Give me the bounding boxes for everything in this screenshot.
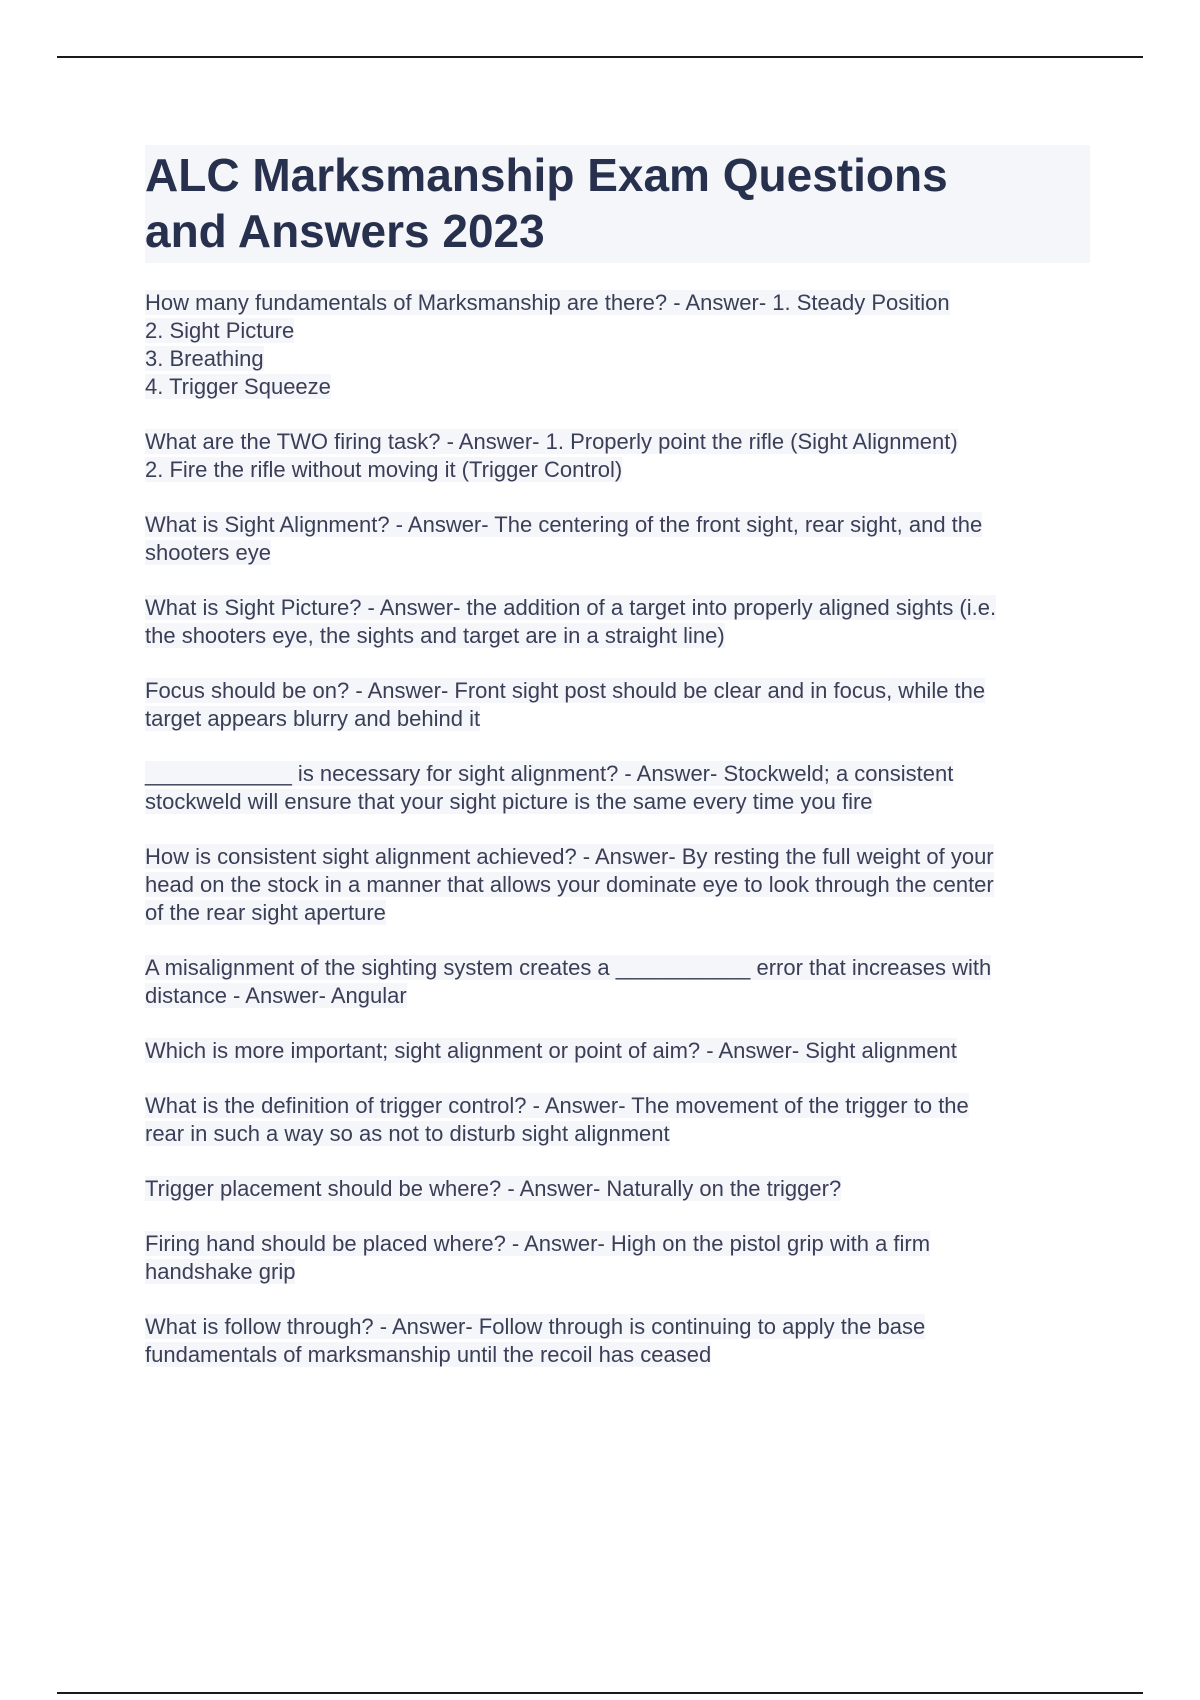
qa-item xyxy=(145,760,1090,816)
qa-line xyxy=(145,1092,1090,1120)
qa-line-text: What is Sight Picture? - Answer- the addition of a target into properly aligned sights (i.e. xyxy=(145,595,997,620)
qa-line-text: handshake grip xyxy=(145,1259,296,1284)
qa-line xyxy=(145,954,1090,982)
qa-line-text: stockweld will ensure that your sight picture is the same every time you fire xyxy=(145,789,873,814)
qa-list xyxy=(145,289,1090,1369)
qa-item xyxy=(145,511,1090,567)
qa-item xyxy=(145,1092,1090,1148)
document-body xyxy=(145,145,1090,1396)
title-block xyxy=(145,145,1090,263)
qa-line-text: 4. Trigger Squeeze xyxy=(145,374,331,399)
qa-line xyxy=(145,1341,1090,1369)
qa-line xyxy=(145,539,1090,567)
page-title xyxy=(145,147,1090,259)
qa-line-text: 3. Breathing xyxy=(145,346,264,371)
qa-line-text: What is follow through? - Answer- Follow through is continuing to apply the base xyxy=(145,1314,926,1339)
bottom-rule xyxy=(57,1692,1143,1694)
qa-line xyxy=(145,317,1090,345)
qa-line-text: target appears blurry and behind it xyxy=(145,706,481,731)
qa-line xyxy=(145,345,1090,373)
qa-item xyxy=(145,1175,1090,1203)
qa-line-text: How many fundamentals of Marksmanship are there? - Answer- 1. Steady Position xyxy=(145,290,950,315)
qa-line xyxy=(145,511,1090,539)
qa-line xyxy=(145,594,1090,622)
qa-line xyxy=(145,1120,1090,1148)
qa-line-text: ____________ is necessary for sight alignment? - Answer- Stockweld; a consistent xyxy=(145,761,954,786)
qa-line xyxy=(145,705,1090,733)
qa-line-text: fundamentals of marksmanship until the recoil has ceased xyxy=(145,1342,712,1367)
title-line-2: and Answers 2023 xyxy=(145,205,545,257)
qa-line-text: Focus should be on? - Answer- Front sight post should be clear and in focus, while the xyxy=(145,678,986,703)
qa-line xyxy=(145,899,1090,927)
qa-line xyxy=(145,373,1090,401)
qa-item xyxy=(145,1037,1090,1065)
qa-line xyxy=(145,760,1090,788)
qa-item xyxy=(145,594,1090,650)
qa-line-text: What are the TWO firing task? - Answer- 1. Properly point the rifle (Sight Alignment) xyxy=(145,429,958,454)
qa-line xyxy=(145,843,1090,871)
qa-line xyxy=(145,982,1090,1010)
qa-line xyxy=(145,871,1090,899)
qa-item xyxy=(145,1230,1090,1286)
qa-line-text: shooters eye xyxy=(145,540,271,565)
qa-item xyxy=(145,289,1090,401)
qa-line xyxy=(145,1037,1090,1065)
qa-line xyxy=(145,788,1090,816)
qa-line xyxy=(145,289,1090,317)
qa-line-text: head on the stock in a manner that allows your dominate eye to look through the center xyxy=(145,872,994,897)
qa-line-text: A misalignment of the sighting system creates a ___________ error that increases with xyxy=(145,955,992,980)
qa-line-text: the shooters eye, the sights and target are in a straight line) xyxy=(145,623,725,648)
qa-line-text: What is the definition of trigger control? - Answer- The movement of the trigger to the xyxy=(145,1093,969,1118)
qa-item xyxy=(145,677,1090,733)
qa-line xyxy=(145,428,1090,456)
qa-line-text: 2. Sight Picture xyxy=(145,318,295,343)
qa-line xyxy=(145,456,1090,484)
qa-line-text: Trigger placement should be where? - Answer- Naturally on the trigger? xyxy=(145,1176,842,1201)
title-line-1: ALC Marksmanship Exam Questions xyxy=(145,149,948,201)
qa-line xyxy=(145,622,1090,650)
qa-item xyxy=(145,843,1090,927)
qa-line-text: distance - Answer- Angular xyxy=(145,983,407,1008)
qa-line xyxy=(145,1230,1090,1258)
qa-line-text: 2. Fire the rifle without moving it (Trigger Control) xyxy=(145,457,623,482)
qa-item xyxy=(145,954,1090,1010)
top-rule xyxy=(57,56,1143,58)
qa-line-text: of the rear sight aperture xyxy=(145,900,386,925)
qa-line xyxy=(145,677,1090,705)
qa-line xyxy=(145,1258,1090,1286)
qa-line-text: Which is more important; sight alignment or point of aim? - Answer- Sight alignment xyxy=(145,1038,957,1063)
qa-line-text: What is Sight Alignment? - Answer- The centering of the front sight, rear sight, and the xyxy=(145,512,983,537)
qa-line-text: rear in such a way so as not to disturb sight alignment xyxy=(145,1121,670,1146)
qa-item xyxy=(145,1313,1090,1369)
qa-line-text: Firing hand should be placed where? - Answer- High on the pistol grip with a firm xyxy=(145,1231,931,1256)
qa-line-text: How is consistent sight alignment achieved? - Answer- By resting the full weight of your xyxy=(145,844,994,869)
qa-item xyxy=(145,428,1090,484)
qa-line xyxy=(145,1313,1090,1341)
qa-line xyxy=(145,1175,1090,1203)
